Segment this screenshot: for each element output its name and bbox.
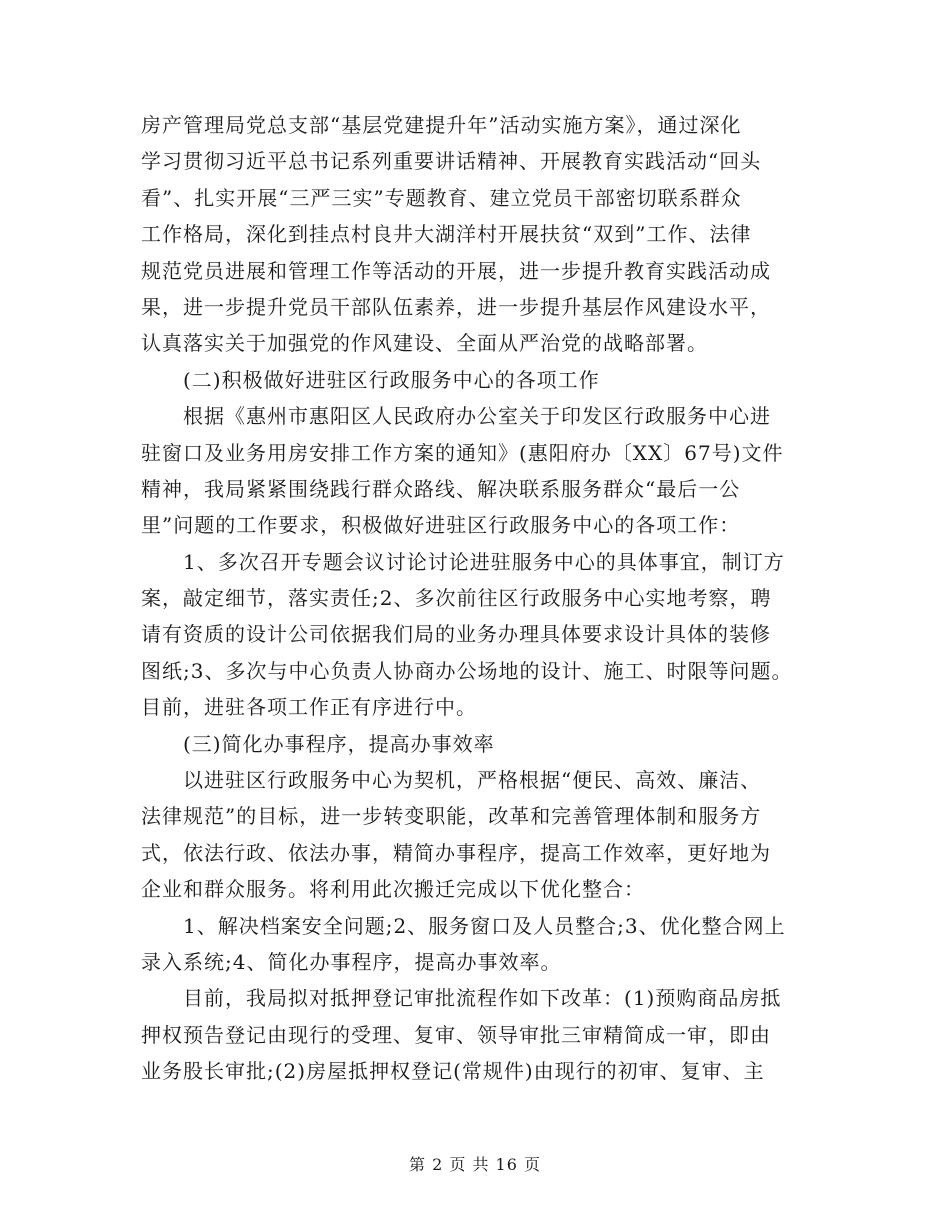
page-number-footer: 第 2 页 共 16 页: [409, 1155, 541, 1174]
text-line: 押权预告登记由现行的受理、复审、领导审批三审精简成一审，即由: [141, 1022, 771, 1047]
text-line: 录入系统;4、简化办事程序，提高办事效率。: [141, 949, 562, 974]
text-line: 1、解决档案安全问题;2、服务窗口及人员整合;3、优化整合网上: [141, 913, 786, 938]
text-line: 企业和群众服务。将利用此次搬迁完成以下优化整合：: [141, 877, 645, 902]
text-line: 里”问题的工作要求，积极做好进驻区行政服务中心的各项工作：: [141, 513, 741, 538]
text-line: 业务股长审批;(2)房屋抵押权登记(常规件)由现行的初审、复审、主: [141, 1059, 765, 1084]
text-line: 精神，我局紧紧围绕践行群众路线、解决联系服务群众“最后一公: [141, 476, 741, 501]
text-line: 驻窗口及业务用房安排工作方案的通知》(惠阳府办〔XX〕67号)文件: [141, 440, 784, 465]
text-line: 根据《惠州市惠阳区人民政府办公室关于印发区行政服务中心进: [141, 404, 771, 429]
text-line: 1、多次召开专题会议讨论讨论进驻服务中心的具体事宜，制订方: [141, 549, 785, 574]
text-line: 目前，我局拟对抵押登记审批流程作如下改革：(1)预购商品房抵: [141, 986, 782, 1011]
text-line: 请有资质的设计公司依据我们局的业务办理具体要求设计具体的装修: [141, 622, 771, 647]
section-heading: (二)积极做好进驻区行政服务中心的各项工作: [141, 367, 600, 392]
text-line: 式，依法行政、依法办事，精简办事程序，提高工作效率，更好地为: [141, 840, 771, 865]
text-line: 果，进一步提升党员干部队伍素养，进一步提升基层作风建设水平，: [141, 294, 771, 319]
text-line: 工作格局，深化到挂点村良井大湖洋村开展扶贫“双到”工作、法律: [141, 222, 752, 247]
document-body: [141, 107, 821, 1090]
section-heading: (三)简化办事程序，提高办事效率: [141, 731, 495, 756]
text-line: 法律规范”的目标，进一步转变职能，改革和完善管理体制和服务方: [141, 804, 762, 829]
text-line: 图纸;3、多次与中心负责人协商办公场地的设计、施工、时限等问题。: [141, 658, 793, 683]
text-line: 看”、扎实开展“三严三实”专题教育、建立党员干部密切联系群众: [141, 185, 742, 210]
text-line: 规范党员进展和管理工作等活动的开展，进一步提升教育实践活动成: [141, 258, 771, 283]
text-line: 认真落实关于加强党的作风建设、全面从严治党的战略部署。: [141, 331, 708, 356]
text-line: 目前，进驻各项工作正有序进行中。: [141, 695, 477, 720]
text-line: 房产管理局党总支部“基层党建提升年”活动实施方案》，通过深化: [141, 113, 742, 137]
text-line: 以进驻区行政服务中心为契机，严格根据“便民、高效、廉洁、: [141, 768, 762, 793]
text-line: 案，敲定细节，落实责任;2、多次前往区行政服务中心实地考察，聘: [141, 586, 772, 611]
text-line: 学习贯彻习近平总书记系列重要讲话精神、开展教育实践活动“回头: [141, 149, 762, 174]
